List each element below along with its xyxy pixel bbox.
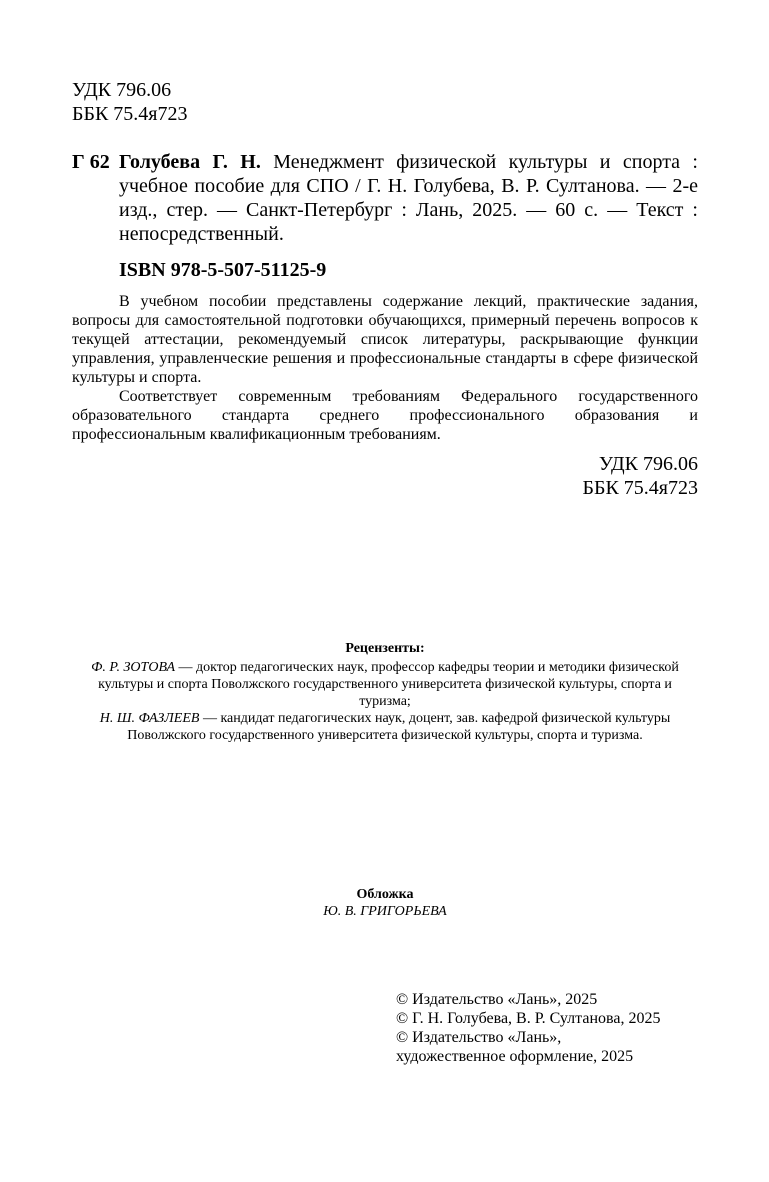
reviewer-name: Н. Ш. ФАЗЛЕЕВ	[99, 711, 200, 726]
title-and-details: Менеджмент физической культуры и спорта : учебное пособие для СПО / Г. Н. Голубева, В. Р. Султанова. — 2-е изд., стер. — Санкт-Петербург : Лань, 2025. — 60 с. — Текст : непосредственный.	[119, 151, 698, 245]
bbk-code: ББК 75.4я723	[582, 477, 698, 499]
author-name: Голубева Г. Н.	[119, 151, 261, 173]
classification-codes-top	[72, 78, 188, 126]
udk-code: УДК 796.06	[72, 79, 172, 101]
cover-heading: Обложка	[356, 887, 414, 902]
copyright-line: © Г. Н. Голубева, В. Р. Султанова, 2025	[396, 1010, 661, 1027]
reviewers-heading: Рецензенты:	[345, 641, 425, 656]
annotation-paragraph: В учебном пособии представлены содержание лекций, практические задания, вопросы для самостоятельной подготовки обучающихся, примерный перечень вопросов к текущей аттестации, рекомендуемый список литературы, раскрывающие функции управления, управленческие решения и профессиональные стандарты в сфере физической культуры и спорта.	[72, 293, 698, 386]
reviewer-entry	[72, 710, 698, 744]
cover-designer: Ю. В. ГРИГОРЬЕВА	[323, 904, 447, 919]
bibliographic-description	[119, 150, 698, 246]
copyright-line: © Издательство «Лань»,	[396, 1029, 562, 1046]
reviewer-entry	[72, 659, 698, 710]
copyright-notices	[396, 990, 696, 1066]
reviewers-block	[72, 640, 698, 744]
annotation-paragraph: Соответствует современным требованиям Федерального государственного образовательного стандарта среднего профессионального образования и профессиональным квалификационным требованиям.	[72, 388, 698, 443]
isbn: ISBN 978-5-507-51125-9	[119, 259, 327, 281]
reviewer-description: — кандидат педагогических наук, доцент, зав. кафедрой физической культуры Поволжского государственного университета физической культуры, спорта и туризма.	[127, 711, 671, 743]
reviewer-name: Ф. Р. ЗОТОВА	[91, 660, 176, 675]
copyright-line: художественное оформление, 2025	[396, 1048, 634, 1065]
annotation	[72, 292, 698, 444]
bbk-code: ББК 75.4я723	[72, 103, 188, 125]
author-code: Г 62	[72, 151, 110, 173]
reviewer-description: — доктор педагогических наук, профессор кафедры теории и методики физической культуры и спорта Поволжского государственного университета физической культуры, спорта и туризма;	[98, 660, 679, 709]
copyright-line: © Издательство «Лань», 2025	[396, 991, 598, 1008]
classification-codes-bottom	[450, 452, 698, 500]
udk-code: УДК 796.06	[598, 453, 698, 475]
cover-credit	[72, 886, 698, 920]
